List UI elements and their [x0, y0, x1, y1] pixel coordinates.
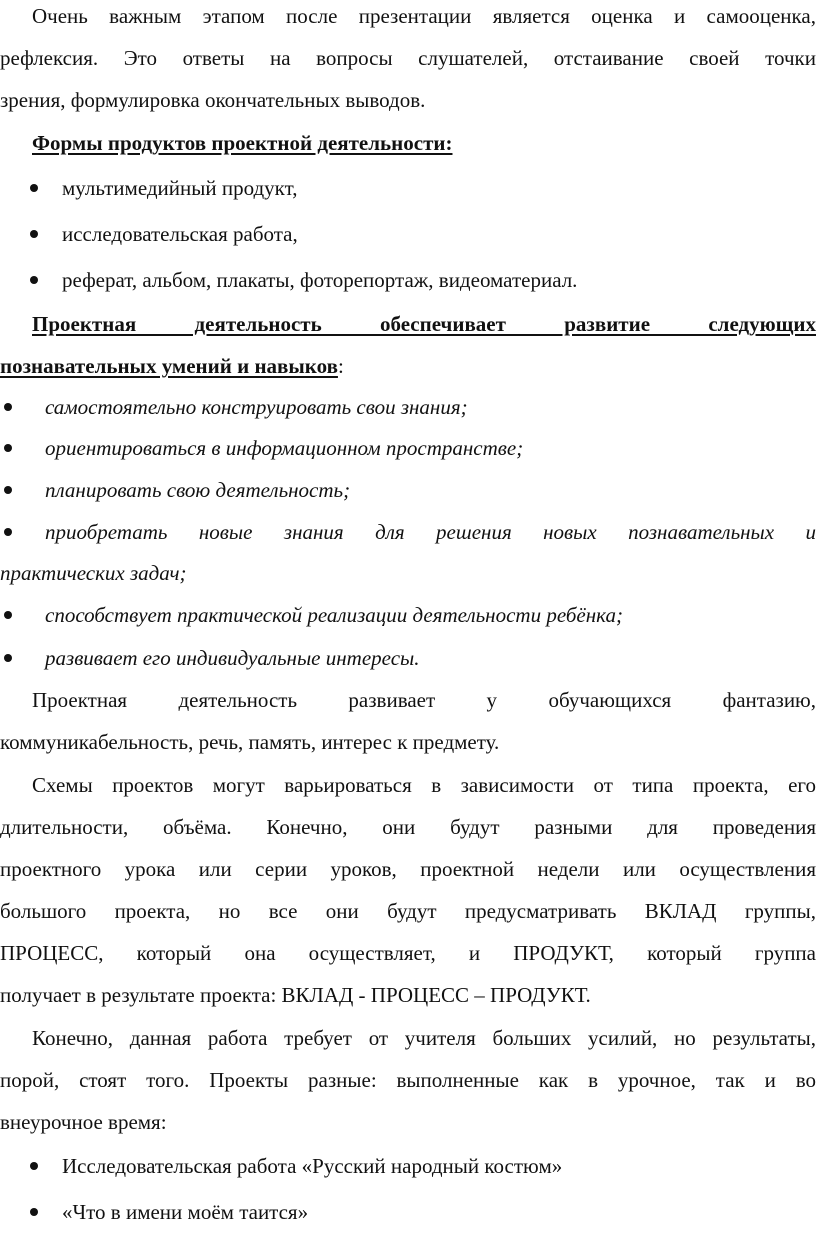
list-item: исследовательская работа, [62, 222, 298, 246]
paragraph-1-line-3: зрения, формулировка окончательных выводов. [0, 88, 426, 112]
list-item: Исследовательская работа «Русский народный костюм» [62, 1154, 563, 1178]
bullet-icon [4, 654, 12, 662]
paragraph-4-line-3: внеурочное время: [0, 1110, 167, 1134]
heading-skills-line-2 [0, 354, 816, 378]
bullet-icon [4, 528, 12, 536]
bullet-icon [30, 184, 38, 192]
list-item: способствует практической реализации деятельности ребёнка; [45, 603, 623, 627]
bullet-icon [4, 611, 12, 619]
list-item-continuation: практических задач; [0, 561, 187, 585]
bullet-icon [30, 276, 38, 284]
list-item: приобретать новые знания для решения новых познавательных и [45, 520, 816, 544]
list-item: реферат, альбом, плакаты, фоторепортаж, видеоматериал. [62, 268, 578, 292]
bullet-icon [30, 1162, 38, 1170]
list-item: мультимедийный продукт, [62, 176, 298, 200]
heading-product-forms [32, 131, 816, 155]
paragraph-1-line-2: рефлексия. Это ответы на вопросы слушателей, отстаивание своей точки [0, 46, 816, 70]
paragraph-2-line-2: коммуникабельность, речь, память, интерес к предмету. [0, 730, 500, 754]
bullet-icon [4, 444, 12, 452]
list-item: самостоятельно конструировать свои знания; [45, 395, 468, 419]
heading-product-forms-text: Формы продуктов проектной деятельности: [32, 131, 453, 155]
list-item: развивает его индивидуальные интересы. [45, 646, 420, 670]
bullet-icon [30, 1208, 38, 1216]
paragraph-4-line-2: порой, стоят того. Проекты разные: выполненные как в урочное, так и во [0, 1068, 816, 1092]
heading-skills-colon: : [337, 354, 344, 378]
heading-skills-line-1: Проектная деятельность обеспечивает развитие следующих [32, 312, 816, 336]
bullet-icon [4, 486, 12, 494]
list-item: планировать свою деятельность; [45, 478, 351, 502]
paragraph-3-line-1: Схемы проектов могут варьироваться в зависимости от типа проекта, его [32, 773, 816, 797]
bullet-icon [30, 230, 38, 238]
paragraph-2-line-1: Проектная деятельность развивает у обучающихся фантазию, [32, 688, 816, 712]
paragraph-3-line-4: большого проекта, но все они будут предусматривать ВКЛАД группы, [0, 899, 816, 923]
paragraph-3-line-6: получает в результате проекта: ВКЛАД - ПРОЦЕСС – ПРОДУКТ. [0, 983, 591, 1007]
paragraph-3-line-5: ПРОЦЕСС, который она осуществляет, и ПРОДУКТ, который группа [0, 941, 816, 965]
list-item: «Что в имени моём таится» [62, 1200, 309, 1224]
heading-skills-text: познавательных умений и навыков [0, 354, 338, 378]
bullet-icon [4, 403, 12, 411]
paragraph-3-line-3: проектного урока или серии уроков, проектной недели или осуществления [0, 857, 816, 881]
list-item: ориентироваться в информационном пространстве; [45, 436, 524, 460]
paragraph-3-line-2: длительности, объёма. Конечно, они будут разными для проведения [0, 815, 816, 839]
paragraph-4-line-1: Конечно, данная работа требует от учителя больших усилий, но результаты, [32, 1026, 816, 1050]
paragraph-1-line-1: Очень важным этапом после презентации является оценка и самооценка, [32, 4, 816, 28]
